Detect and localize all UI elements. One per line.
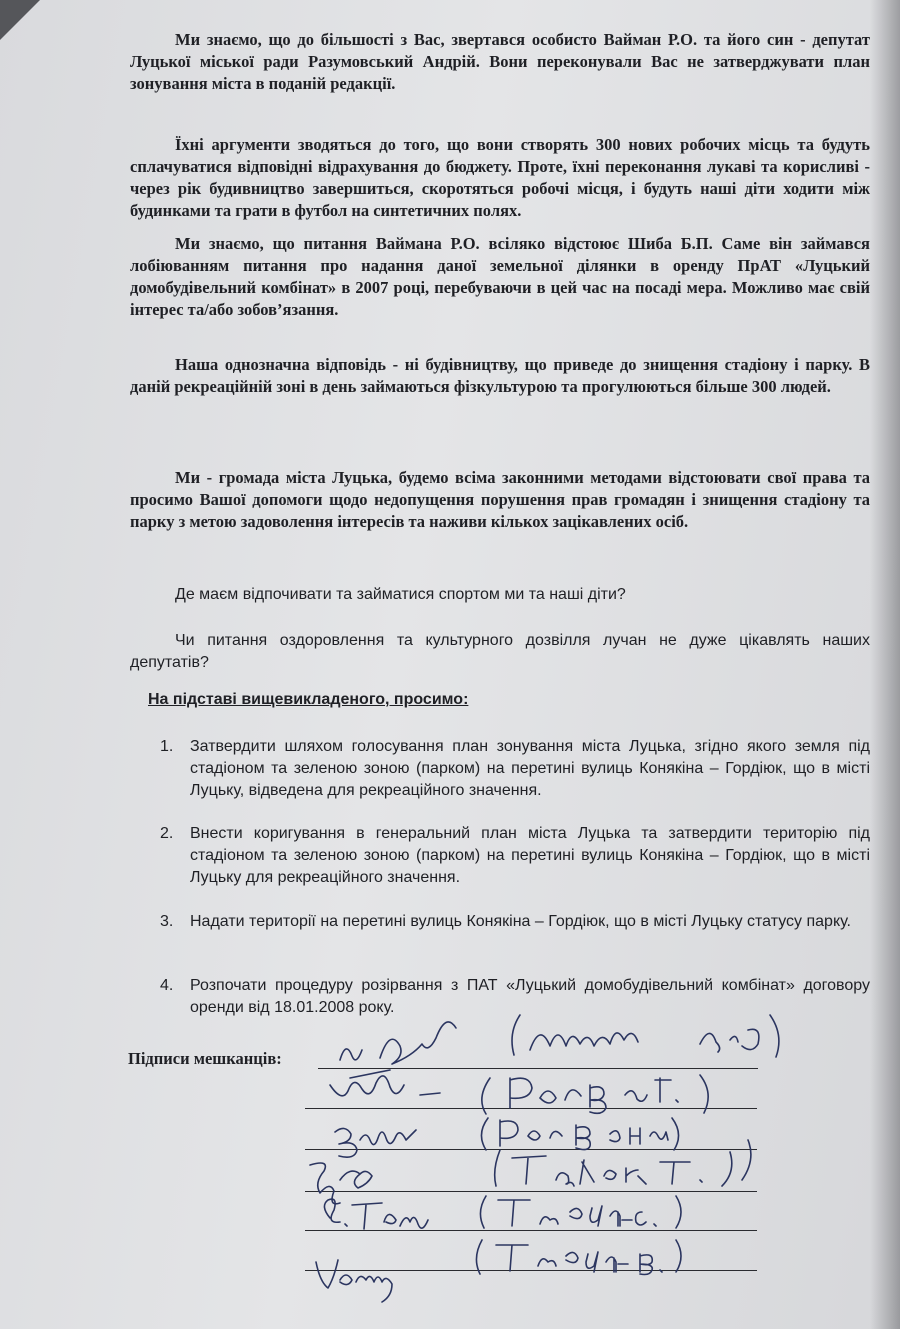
- handwritten-signature-6: [316, 1240, 681, 1302]
- question-2: Чи питання оздоровлення та культурного дозвілля лучан не дуже цікавлять наших депутатів?: [130, 632, 870, 671]
- handwritten-signature-5: [324, 1196, 681, 1229]
- request-text: Надати території на перетині вулиць Конякіна – Гордіюк, що в місті Луцьку статусу парку.: [190, 913, 851, 930]
- handwritten-signature-3: [335, 1118, 679, 1157]
- request-heading: На підставі вищевикладеного, просимо:: [148, 691, 469, 708]
- paragraph-5: Ми - громада міста Луцька, будемо всіма законними методами відстоювати свої права та просимо Вашої допомоги щодо недопущення порушення прав громадян і знищення стадіону та парку з метою задоволення інтересів та наживи кількох зацікавлених осіб.: [130, 468, 870, 531]
- request-number: 2.: [160, 825, 174, 842]
- request-text: Розпочати процедуру розірвання з ПАТ «Луцький домобудівельний комбінат» договору оренди від 18.01.2008 року.: [190, 977, 870, 1016]
- request-text: Внести коригування в генеральний план міста Луцька та затвердити територію під стадіоном та зеленою зоною (парком) на перетині вулиць Конякіна – Гордіюк, що в місті Луцьку для рекреаційного значення.: [190, 825, 870, 886]
- question-1: Де маєм відпочивати та займатися спортом ми та наші діти?: [175, 586, 626, 603]
- paragraph-2: Їхні аргументи зводяться до того, що вони створять 300 нових робочих місць та будуть сплачуватися відповідні відрахування до бюджету. Проте, їхні переконання лукаві та корисливі - через рік будивництво завершиться, скоротяться робочі місця, і будуть наші діти ходити між будинками та грати в футбол на синтетичних полях.: [130, 135, 870, 220]
- request-number: 4.: [160, 977, 174, 994]
- handwritten-signature-4: [310, 1140, 751, 1204]
- request-number: 3.: [160, 913, 174, 930]
- handwritten-signature-2: [330, 1070, 708, 1114]
- paragraph-1: Ми знаємо, що до більшості з Вас, звертався особисто Вайман Р.О. та його син - депутат Луцької міської ради Разумовський Андрій. Вони переконували Вас не затверджувати план зонування міста в поданій редакції.: [130, 30, 870, 93]
- paragraph-3: Ми знаємо, що питання Ваймана Р.О. всіляко відстоює Шиба Б.П. Саме він займався лобіюванням питання про надання даної земельної ділянки в оренду ПрАТ «Луцький домобудівельний комбінат» в 2007 році, перебуваючи в цей час на посаді мера. Можливо має свій інтерес та/або зобов’язання.: [130, 234, 870, 319]
- handwritten-signature-1: [340, 1015, 779, 1064]
- signatures-label: Підписи мешканців:: [128, 1049, 282, 1068]
- request-text: Затвердити шляхом голосування план зонування міста Луцька, згідно якого земля під стадіоном та зеленою зоною (парком) на перетині вулиць Конякіна – Гордіюк, що в місті Луцьку, відведена для рекреаційного значення.: [190, 738, 870, 799]
- request-number: 1.: [160, 738, 174, 755]
- paragraph-4: Наша однозначна відповідь - ні будівництву, що приведе до знищення стадіону і парку. В даній рекреаційній зоні в день займаються фізкультурою та прогулюються більше 300 людей.: [130, 355, 870, 396]
